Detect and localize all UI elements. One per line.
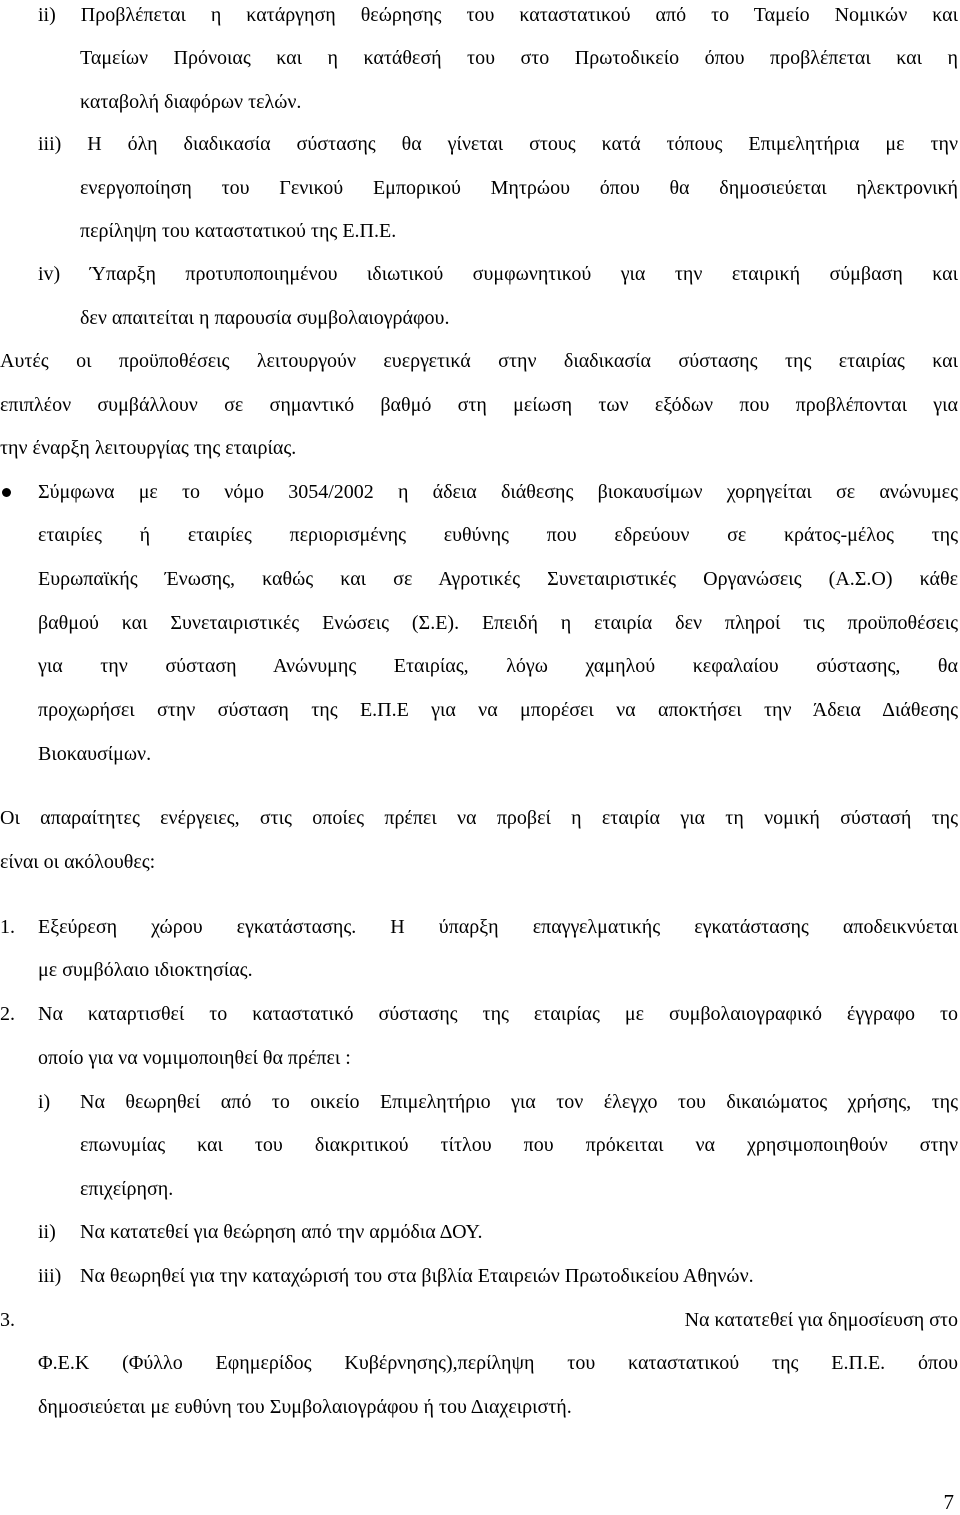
bullet-line-3: Ευρωπαϊκής Ένωσης, καθώς και σε Αγροτικές Συνεταιριστικές Οργανώσεις (Α.Σ.Ο) κάθε bbox=[38, 568, 958, 590]
sublist-number-ii: ii) bbox=[38, 1221, 56, 1243]
bullet-line-5: για την σύσταση Ανώνυμης Εταιρίας, λόγω χαμηλού κεφαλαίου σύστασης, θα bbox=[38, 655, 958, 677]
bullet-line-4: βαθμού και Συνεταιριστικές Ενώσεις (Σ.Ε). Επειδή η εταιρία δεν πληροί τις προϋποθέσεις bbox=[38, 612, 958, 634]
item-iv-line-2: δεν απαιτείται η παρουσία συμβολαιογράφου. bbox=[80, 307, 450, 329]
list-number-3: 3. bbox=[0, 1309, 15, 1331]
sublist-number-i: i) bbox=[38, 1091, 51, 1113]
item-iii-line-1: iii) Η όλη διαδικασία σύστασης θα γίνεται στους κατά τόπους Επιμελητήρια με την bbox=[38, 133, 958, 155]
list-item-3-line-3: δημοσιεύεται με ευθύνη του Συμβολαιογράφου ή του Διαχειριστή. bbox=[38, 1396, 572, 1418]
bullet-line-1: Σύμφωνα με το νόμο 3054/2002 η άδεια διάθεσης βιοκαυσίμων χορηγείται σε ανώνυμες bbox=[38, 481, 958, 503]
sublist-ii-line-1: Να κατατεθεί για θεώρηση από την αρμόδια ΔΟΥ. bbox=[80, 1221, 483, 1243]
item-ii-line-2: Ταμείων Πρόνοιας και η κατάθεσή του στο Πρωτοδικείο όπου προβλέπεται και η bbox=[80, 47, 958, 69]
list-item-3-line-1: Να κατατεθεί για δημοσίευση στο bbox=[684, 1309, 958, 1331]
bullet-line-6: προχωρήσει στην σύσταση της Ε.Π.Ε για να μπορέσει να αποκτήσει την Άδεια Διάθεσης bbox=[38, 699, 958, 721]
bullet-icon bbox=[2, 488, 11, 497]
page-number: 7 bbox=[943, 1490, 954, 1514]
list-item-2-line-2: οποίο για να νομιμοποιηθεί θα πρέπει : bbox=[38, 1047, 351, 1069]
list-item-1-line-2: με συμβόλαιο ιδιοκτησίας. bbox=[38, 959, 253, 981]
paragraph-1-line-1: Αυτές οι προϋποθέσεις λειτουργούν ευεργετικά στην διαδικασία σύστασης της εταιρίας και bbox=[0, 350, 958, 372]
sublist-i-line-3: επιχείρηση. bbox=[80, 1178, 174, 1200]
list-item-3-line-2: Φ.Ε.Κ (Φύλλο Εφημερίδος Κυβέρνησης),περίληψη του καταστατικού της Ε.Π.Ε. όπου bbox=[38, 1352, 958, 1374]
sublist-i-line-2: επωνυμίας και του διακριτικού τίτλου που πρόκειται να χρησιμοποιηθούν στην bbox=[80, 1134, 958, 1156]
item-iii-line-2: ενεργοποίηση του Γενικού Εμπορικού Μητρώου όπου θα δημοσιεύεται ηλεκτρονική bbox=[80, 177, 958, 199]
list-number-1: 1. bbox=[0, 916, 15, 938]
item-iv-line-1: iv) Ύπαρξη προτυποποιημένου ιδιωτικού συμφωνητικού για την εταιρική σύμβαση και bbox=[38, 263, 958, 285]
item-iii-line-3: περίληψη του καταστατικού της Ε.Π.Ε. bbox=[80, 220, 397, 242]
item-ii-line-1: ii) Προβλέπεται η κατάργηση θεώρησης του καταστατικού από το Ταμείο Νομικών και bbox=[38, 4, 958, 26]
bullet-line-7: Βιοκαυσίμων. bbox=[38, 743, 152, 765]
paragraph-2-line-2: είναι οι ακόλουθες: bbox=[0, 851, 156, 873]
sublist-i-line-1: Να θεωρηθεί από το οικείο Επιμελητήριο για τον έλεγχο του δικαιώματος χρήσης, της bbox=[80, 1091, 958, 1113]
sublist-number-iii: iii) bbox=[38, 1265, 62, 1287]
list-item-1-line-1: Εξεύρεση χώρου εγκατάστασης. Η ύπαρξη επαγγελματικής εγκατάστασης αποδεικνύεται bbox=[38, 916, 958, 938]
paragraph-2-line-1: Οι απαραίτητες ενέργειες, στις οποίες πρέπει να προβεί η εταιρία για τη νομική σύστασή της bbox=[0, 807, 958, 829]
bullet-line-2: εταιρίες ή εταιρίες περιορισμένης ευθύνης που εδρεύουν σε κράτος-μέλος της bbox=[38, 524, 958, 546]
paragraph-1-line-3: την έναρξη λειτουργίας της εταιρίας. bbox=[0, 437, 297, 459]
list-item-2-line-1: Να καταρτισθεί το καταστατικό σύστασης της εταιρίας με συμβολαιογραφικό έγγραφο το bbox=[38, 1003, 958, 1025]
list-number-2: 2. bbox=[0, 1003, 15, 1025]
item-ii-line-3: καταβολή διαφόρων τελών. bbox=[80, 91, 302, 113]
sublist-iii-line-1: Να θεωρηθεί για την καταχώρισή του στα βιβλία Εταιρειών Πρωτοδικείου Αθηνών. bbox=[80, 1265, 754, 1287]
paragraph-1-line-2: επιπλέον συμβάλλουν σε σημαντικό βαθμό στη μείωση των εξόδων που προβλέπονται για bbox=[0, 394, 958, 416]
